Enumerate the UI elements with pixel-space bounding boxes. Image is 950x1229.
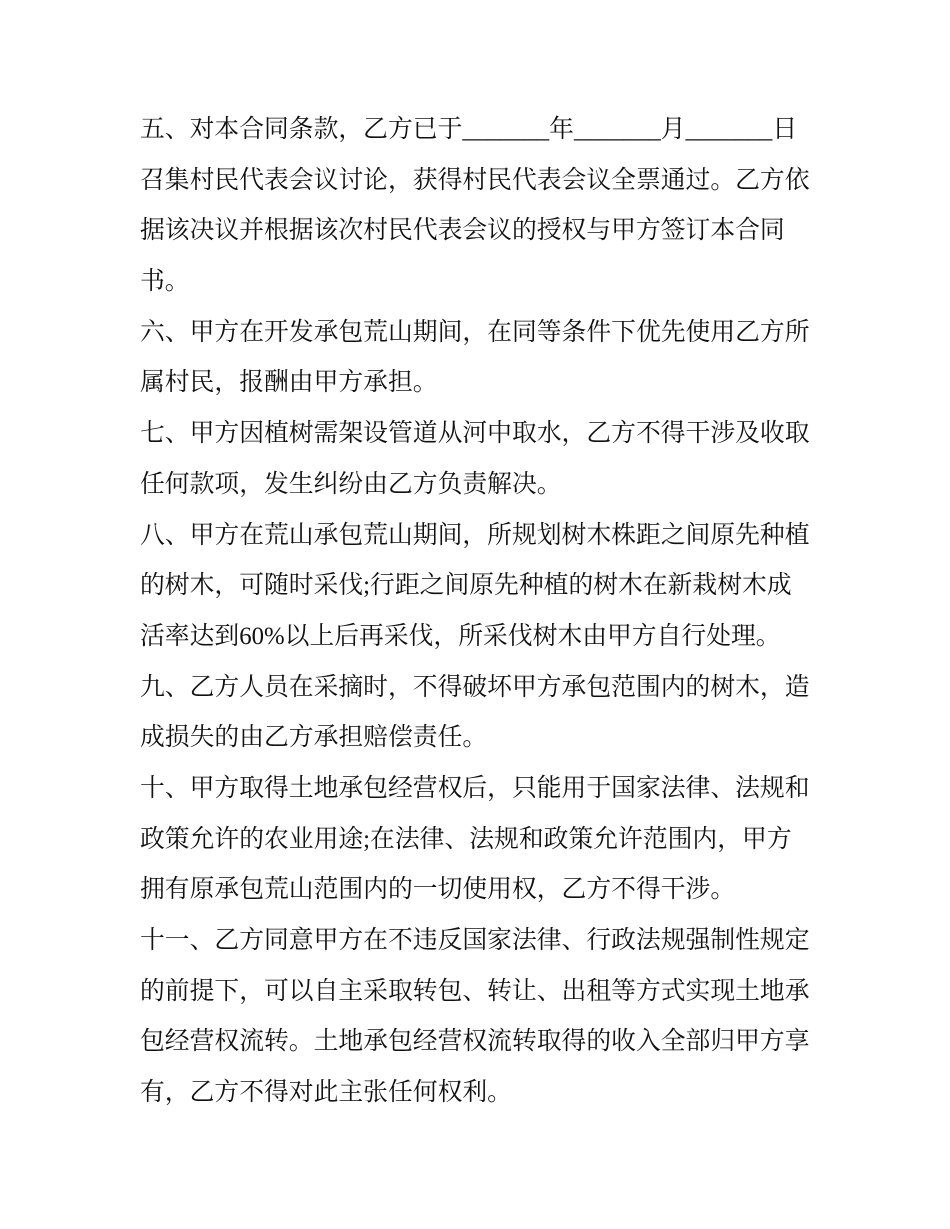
text-line: 十一、乙方同意甲方在不违反国家法律、行政法规强制性规定 [140, 927, 810, 954]
text-line: 活率达到60%以上后再采伐，所采伐树木由甲方自行处理。 [140, 622, 781, 650]
text-line: 九、乙方人员在采摘时，不得破坏甲方承包范围内的树木，造 [140, 673, 810, 701]
text-line: 属村民，报酬由甲方承担。 [140, 369, 438, 397]
clause-9-paragraph [140, 663, 820, 764]
text-line: 成损失的由乙方承担赔偿责任。 [140, 724, 488, 752]
clause-7-paragraph [140, 409, 820, 510]
text-line: 的树木，可随时采伐;行距之间原先种植的树木在新栽树木成 [140, 572, 792, 600]
text-line: 据该决议并根据该次村民代表会议的授权与甲方签订本合同 [140, 217, 785, 245]
text-line: 有，乙方不得对此主张任何权利。 [140, 1079, 512, 1107]
clause-8-paragraph [140, 511, 820, 663]
text-line: 召集村民代表会议讨论，获得村民代表会议全票通过。乙方依 [140, 166, 810, 194]
text-line: 的前提下，可以自主采取转包、转让、出租等方式实现土地承 [140, 977, 810, 1005]
text-line: 十、甲方取得土地承包经营权后，只能用于国家法律、法规和 [140, 774, 810, 802]
text-line: 五、对本合同条款，乙方已于_______年_______月_______日 [140, 116, 798, 143]
text-line: 包经营权流转。土地承包经营权流转取得的收入全部归甲方享 [140, 1028, 810, 1056]
document-body [140, 105, 820, 1119]
text-line: 拥有原承包荒山范围内的一切使用权，乙方不得干涉。 [140, 876, 736, 904]
clause-10-paragraph [140, 764, 820, 916]
text-line: 六、甲方在开发承包荒山期间，在同等条件下优先使用乙方所 [140, 318, 810, 346]
clause-6-paragraph [140, 308, 820, 409]
clause-11-paragraph [140, 916, 820, 1119]
text-line: 政策允许的农业用途;在法律、法规和政策允许范围内，甲方 [140, 825, 792, 853]
text-line: 八、甲方在荒山承包荒山期间，所规划树木株距之间原先种植 [140, 521, 810, 549]
text-line: 七、甲方因植树需架设管道从河中取水，乙方不得干涉及收取 [140, 420, 810, 448]
clause-5-paragraph [140, 105, 820, 308]
text-line: 任何款项，发生纠纷由乙方负责解决。 [140, 470, 562, 498]
text-line: 书。 [140, 268, 190, 296]
